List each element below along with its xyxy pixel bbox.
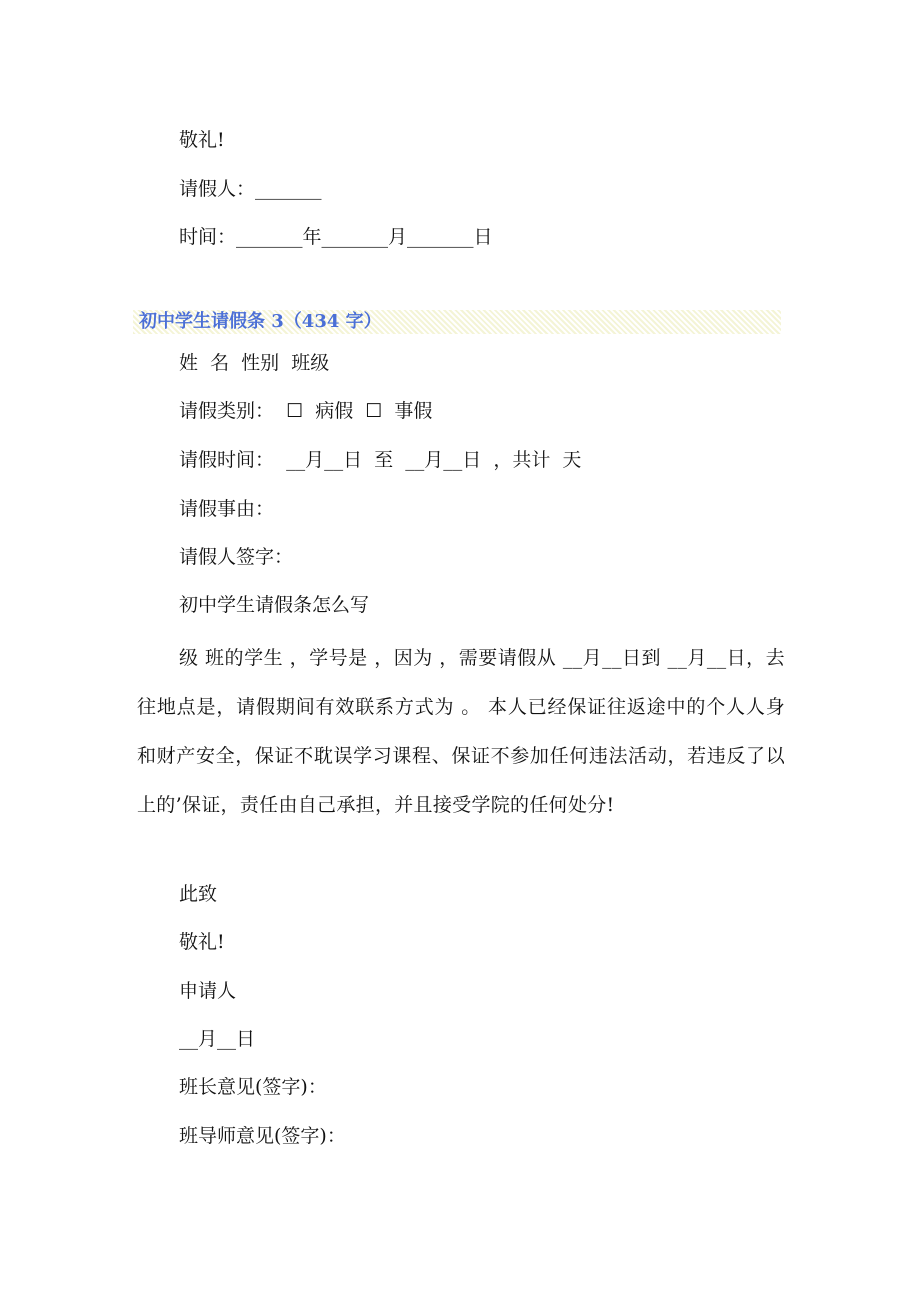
greeting-line: 此致 (179, 883, 218, 905)
leave-reason-line: 请假事由： (179, 498, 275, 520)
section-heading-text: 初中学生请假条 3（434 字） (139, 311, 382, 332)
student-fields: 姓 名 性别 班级 (179, 352, 330, 374)
teacher-opinion: 班导师意见(签字)： (179, 1125, 346, 1147)
leave-type-line: 请假类别： ☐ 病假 ☐ 事假 (179, 400, 433, 422)
how-to-title: 初中学生请假条怎么写 (179, 594, 370, 616)
regards-line: 敬礼! (179, 931, 225, 953)
monitor-opinion: 班长意见(签字)： (179, 1076, 327, 1098)
applicant-label: 申请人 (179, 980, 237, 1002)
application-date: __月__日 (179, 1028, 256, 1050)
section-heading (133, 310, 781, 334)
leave-body-paragraph: 级 班的学生 ，学号是 ，因为 ，需要请假从 __月__日到 __月__日，去往地点是，请假期间有效联系方式为 。 本人已经保证往返途中的个人人身和财产安全，保证不耽误学习课程、保证不参加任何违法活动，若违反了以上的’保证，责任由自己承担，并且接受学院的任何处分! (137, 647, 785, 816)
applicant-line: 请假人：_______ (179, 178, 322, 200)
closing-regards: 敬礼! (179, 129, 225, 151)
leave-time-line: 请假时间： __月__日 至 __月__日 ，共计 天 (179, 449, 582, 471)
signature-line: 请假人签字： (179, 546, 294, 568)
date-line: 时间：_______年_______月_______日 (179, 226, 493, 248)
